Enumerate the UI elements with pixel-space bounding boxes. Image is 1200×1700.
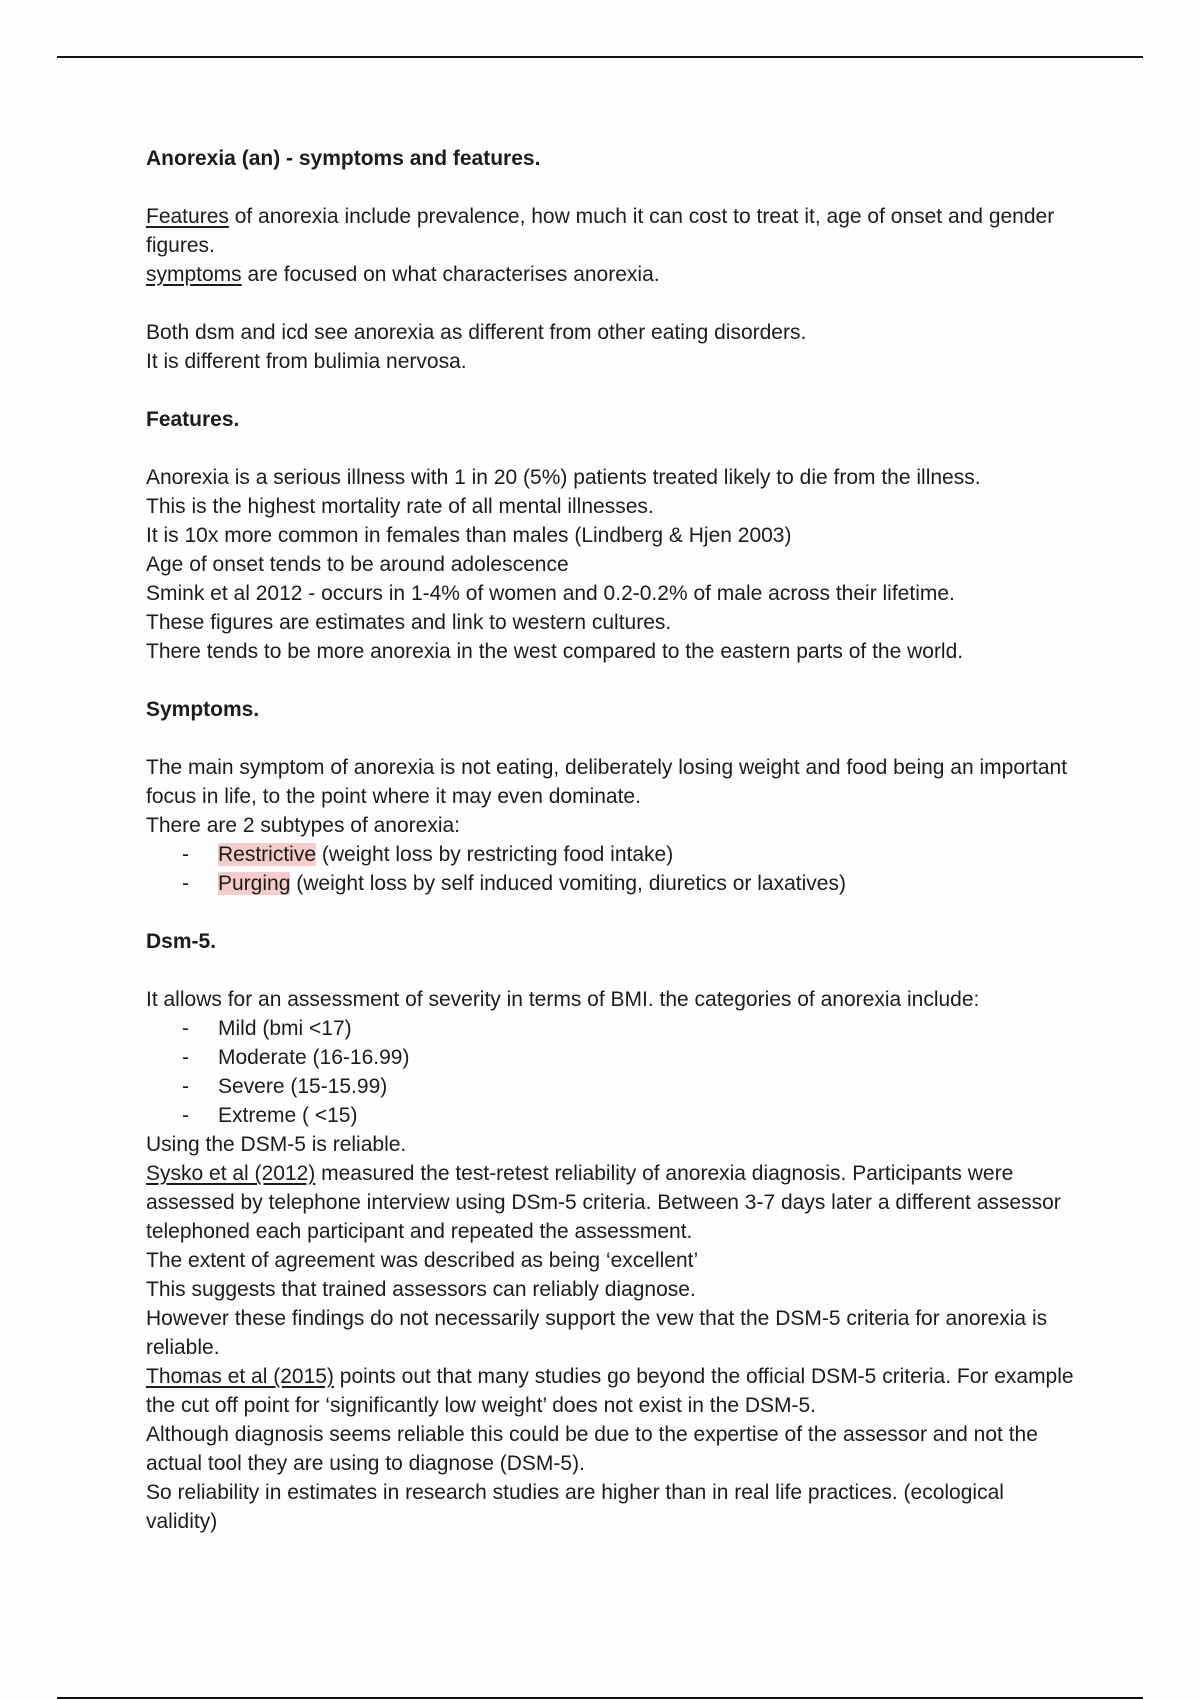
features-underlined-term: Features: [146, 205, 229, 228]
dsm5-line: The extent of agreement was described as being ‘excellent’: [146, 1249, 699, 1272]
list-item: - Severe (15-15.99): [146, 1072, 1076, 1101]
dsm5-reliable-line: Using the DSM-5 is reliable.: [146, 1133, 407, 1156]
dsm5-line: Although diagnosis seems reliable this could be due to the expertise of the assessor and not the actual tool they are using to diagnose (DSM-5).: [146, 1423, 1038, 1475]
dash-bullet: -: [182, 1104, 189, 1127]
features-heading: Features.: [146, 408, 240, 431]
list-item: - Mild (bmi <17): [146, 1014, 1076, 1043]
features-line: These figures are estimates and link to western cultures.: [146, 611, 672, 634]
subtypes-intro: There are 2 subtypes of anorexia:: [146, 814, 461, 837]
bmi-categories-list: [146, 1014, 1076, 1130]
list-item: - Moderate (16-16.99): [146, 1043, 1076, 1072]
sysko-paragraph: Sysko et al (2012) measured the test-retest reliability of anorexia diagnosis. Participants were assessed by telephone interview using DSm-5 criteria. Between 3-7 days later a different assessor telephoned each participant and repeated the assessment.: [146, 1162, 1061, 1243]
features-line: There tends to be more anorexia in the west compared to the eastern parts of the world.: [146, 640, 964, 663]
features-line: Age of onset tends to be around adolescence: [146, 553, 569, 576]
dsm5-heading: Dsm-5.: [146, 930, 217, 953]
subtypes-list: [146, 840, 1076, 898]
sysko-reference: Sysko et al (2012): [146, 1162, 316, 1185]
dash-bullet: -: [182, 1046, 189, 1069]
highlighted-term: Restrictive: [218, 843, 317, 866]
dash-bullet: -: [182, 1017, 189, 1040]
dash-bullet: -: [182, 1075, 189, 1098]
features-line: This is the highest mortality rate of all mental illnesses.: [146, 495, 654, 518]
dash-bullet: -: [182, 872, 189, 895]
features-line: Anorexia is a serious illness with 1 in 20 (5%) patients treated likely to die from the illness.: [146, 466, 981, 489]
dsm5-intro: It allows for an assessment of severity in terms of BMI. the categories of anorexia include:: [146, 988, 980, 1011]
features-line: It is 10x more common in females than males (Lindberg & Hjen 2003): [146, 524, 792, 547]
dsm-icd-line: Both dsm and icd see anorexia as different from other eating disorders.: [146, 321, 807, 344]
symptoms-heading: Symptoms.: [146, 698, 260, 721]
dsm5-line: So reliability in estimates in research studies are higher than in real life practices. (ecological validity): [146, 1481, 1004, 1533]
intro-symptoms-paragraph: symptoms are focused on what characterises anorexia.: [146, 263, 660, 286]
document-title: Anorexia (an) - symptoms and features.: [146, 147, 541, 170]
list-item: - Purging (weight loss by self induced vomiting, diuretics or laxatives): [146, 869, 1076, 898]
thomas-reference: Thomas et al (2015): [146, 1365, 334, 1388]
list-item: - Restrictive (weight loss by restricting food intake): [146, 840, 1076, 869]
intro-features-paragraph: Features of anorexia include prevalence, how much it can cost to treat it, age of onset and gender figures.: [146, 205, 1055, 257]
highlighted-term: Purging: [218, 872, 291, 895]
features-line: Smink et al 2012 - occurs in 1-4% of women and 0.2-0.2% of male across their lifetime.: [146, 582, 955, 605]
document-body: [146, 144, 1076, 1536]
symptoms-underlined-term: symptoms: [146, 263, 242, 286]
list-item: - Extreme ( <15): [146, 1101, 1076, 1130]
dsm5-line: However these findings do not necessarily support the vew that the DSM-5 criteria for anorexia is reliable.: [146, 1307, 1048, 1359]
dash-bullet: -: [182, 843, 189, 866]
top-rule: [57, 56, 1143, 58]
thomas-paragraph: Thomas et al (2015) points out that many studies go beyond the official DSM-5 criteria. For example the cut off point for ‘significantly low weight’ does not exist in the DSM-5.: [146, 1365, 1074, 1417]
dsm5-line: This suggests that trained assessors can reliably diagnose.: [146, 1278, 696, 1301]
bottom-rule: [57, 1697, 1143, 1699]
dsm-icd-line: It is different from bulimia nervosa.: [146, 350, 467, 373]
symptoms-main-paragraph: The main symptom of anorexia is not eating, deliberately losing weight and food being an important focus in life, to the point where it may even dominate.: [146, 756, 1068, 808]
